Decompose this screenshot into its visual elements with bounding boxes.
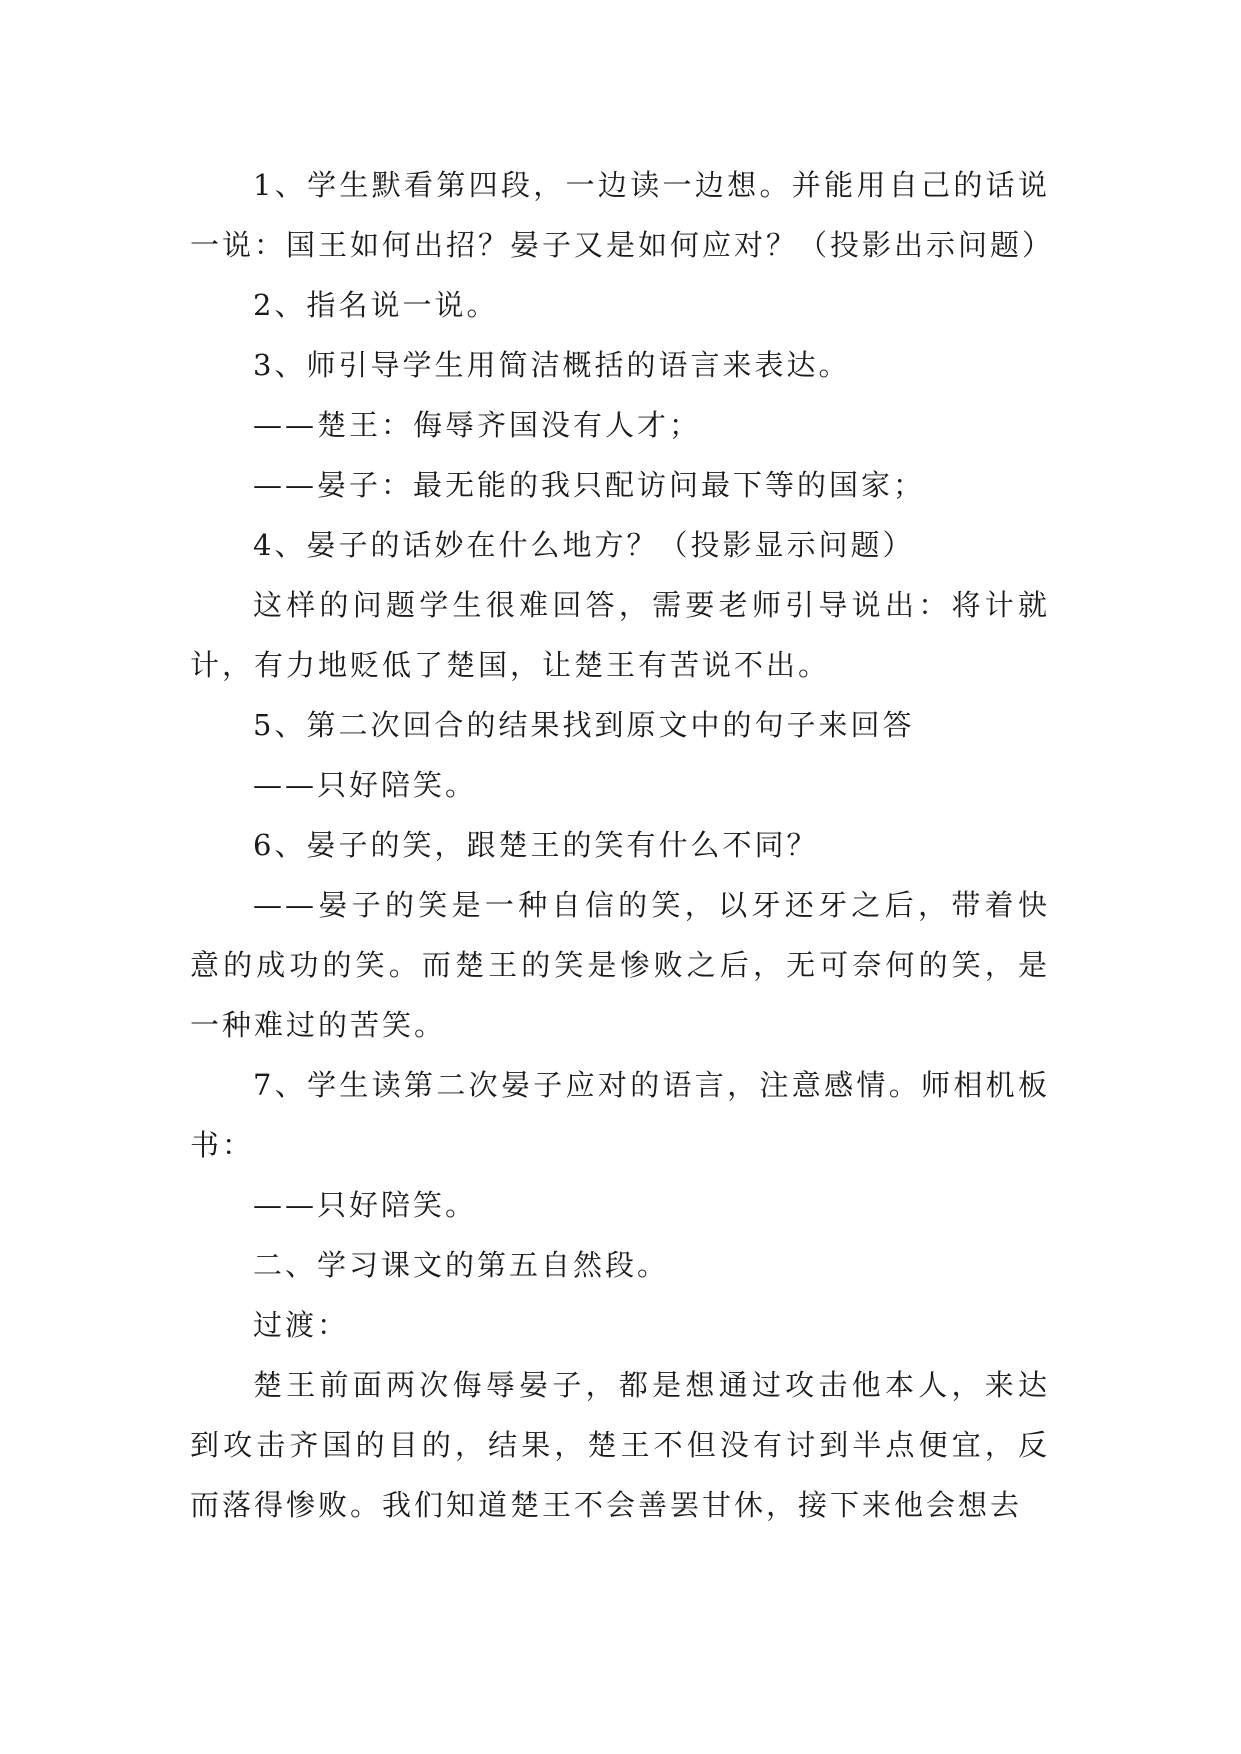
paragraph: 过渡： — [253, 1308, 350, 1342]
paragraph: ——只好陪笑。 — [253, 768, 478, 802]
paragraph: ——只好陪笑。 — [253, 1188, 478, 1222]
paragraph: 二、学习课文的第五自然段。 — [253, 1248, 670, 1282]
paragraph: 这样的问题学生很难回答，需要老师引导说出：将计就计，有力地贬低了楚国，让楚王有苦说不出。 — [190, 588, 1050, 682]
paragraph: 4、晏子的话妙在什么地方？（投影显示问题） — [253, 528, 915, 562]
paragraph: ——晏子：最无能的我只配访问最下等的国家； — [253, 468, 926, 502]
paragraph: 5、第二次回合的结果找到原文中的句子来回答 — [253, 708, 915, 742]
document-page — [190, 155, 1055, 1535]
paragraph: 7、学生读第二次晏子应对的语言，注意感情。师相机板书： — [190, 1068, 1050, 1162]
paragraph: 楚王前面两次侮辱晏子，都是想通过攻击他本人，来达到攻击齐国的目的，结果，楚王不但没有讨到半点便宜，反而落得惨败。我们知道楚王不会善罢甘休，接下来他会想去 — [190, 1368, 1050, 1522]
paragraph: 1、学生默看第四段，一边读一边想。并能用自己的话说一说：国王如何出招？晏子又是如何应对？（投影出示问题） — [190, 168, 1055, 262]
paragraph: ——楚王：侮辱齐国没有人才； — [253, 408, 702, 442]
paragraph: 6、晏子的笑，跟楚王的笑有什么不同？ — [253, 828, 819, 862]
paragraph: 2、指名说一说。 — [253, 288, 499, 322]
paragraph: ——晏子的笑是一种自信的笑，以牙还牙之后，带着快意的成功的笑。而楚王的笑是惨败之后，无可奈何的笑，是一种难过的苦笑。 — [190, 888, 1050, 1042]
paragraph: 3、师引导学生用简洁概括的语言来表达。 — [253, 348, 851, 382]
